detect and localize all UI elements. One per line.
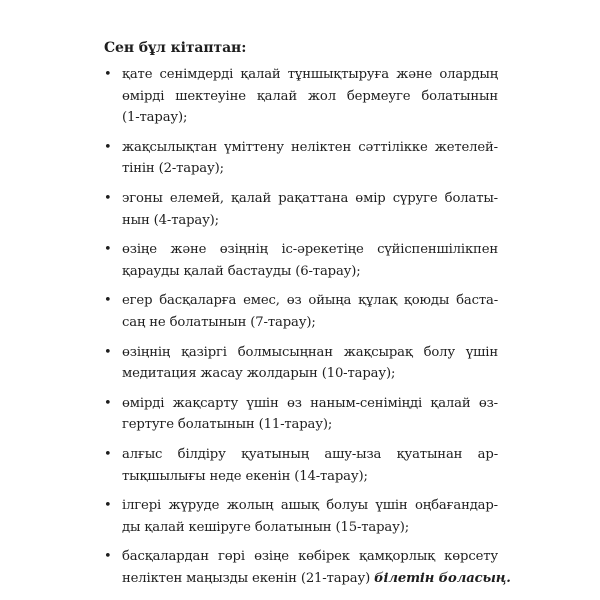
item-line: өмірді жақсарту үшін өз наным-сеніміңді қалай өз-: [122, 395, 498, 411]
item-line: басқалардан гөрі өзіңе көбірек қамқорлық көрсету: [122, 549, 498, 565]
item-line: егер басқаларға емес, өз ойыңа құлақ қоюды баста-: [122, 293, 498, 309]
item-line: нын (4-тарау);: [122, 212, 219, 228]
list-heading: Сен бұл кітаптан:: [104, 40, 247, 56]
bullet-icon: •: [104, 498, 112, 514]
item-line: өмірді шектеуіне қалай жол бермеуге болатынын: [122, 88, 498, 104]
emphasis-text: білетін боласың.: [374, 570, 511, 586]
bullet-icon: •: [104, 139, 112, 155]
bullet-icon: •: [104, 242, 112, 258]
list-item: [104, 495, 498, 538]
list-item: [104, 393, 498, 436]
list-item: [104, 290, 498, 333]
list-item: [104, 137, 498, 180]
item-line: қарауды қалай бастауды (6-тарау);: [122, 263, 361, 279]
item-line: (1-тарау);: [122, 110, 188, 126]
item-line: қате сенімдерді қалай тұншықтыруға және олардың: [122, 67, 498, 82]
bullet-icon: •: [104, 549, 112, 565]
bullet-icon: •: [104, 446, 112, 462]
list-item: [104, 239, 498, 282]
bullet-icon: •: [104, 190, 112, 206]
item-line: өзіңе және өзіңнің іс-әрекетіңе сүйіспеншілікпен: [122, 242, 498, 258]
item-line-text: неліктен маңызды екенін (21-тарау): [122, 570, 375, 586]
item-line: гертуге болатынын (11-тарау);: [122, 417, 333, 433]
item-line: ды қалай кешіруге болатынын (15-тарау);: [122, 519, 410, 535]
item-line: ілгері жүруде жолың ашық болуы үшін оңбағандар-: [122, 498, 498, 514]
item-line: тінін (2-тарау);: [122, 161, 224, 177]
list-item: [104, 546, 511, 589]
list-item: [104, 64, 498, 129]
chapter-list: [104, 64, 511, 589]
item-line: эгоны елемей, қалай рақаттана өмір сүруге болаты-: [122, 190, 498, 206]
bullet-icon: •: [104, 67, 112, 82]
item-line: тықшылығы неде екенін (14-тарау);: [122, 468, 368, 484]
item-line: жақсылықтан үміттену неліктен сәттілікке жетелей-: [122, 139, 498, 155]
item-line: саң не болатынын (7-тарау);: [122, 314, 316, 330]
item-line: медитация жасау жолдарын (10-тарау);: [122, 366, 396, 382]
list-item: [104, 342, 498, 385]
item-line: өзіңнің қазіргі болмысыңнан жақсырақ болу үшін: [122, 344, 498, 360]
bullet-icon: •: [104, 293, 112, 309]
item-line: алғыс білдіру қуатының ашу-ыза қуатынан ар-: [122, 446, 498, 462]
item-line-final: [122, 568, 511, 590]
list-item: [104, 188, 498, 231]
bullet-icon: •: [104, 395, 112, 411]
list-item: [104, 444, 498, 487]
bullet-icon: •: [104, 344, 112, 360]
book-page: [104, 38, 511, 597]
